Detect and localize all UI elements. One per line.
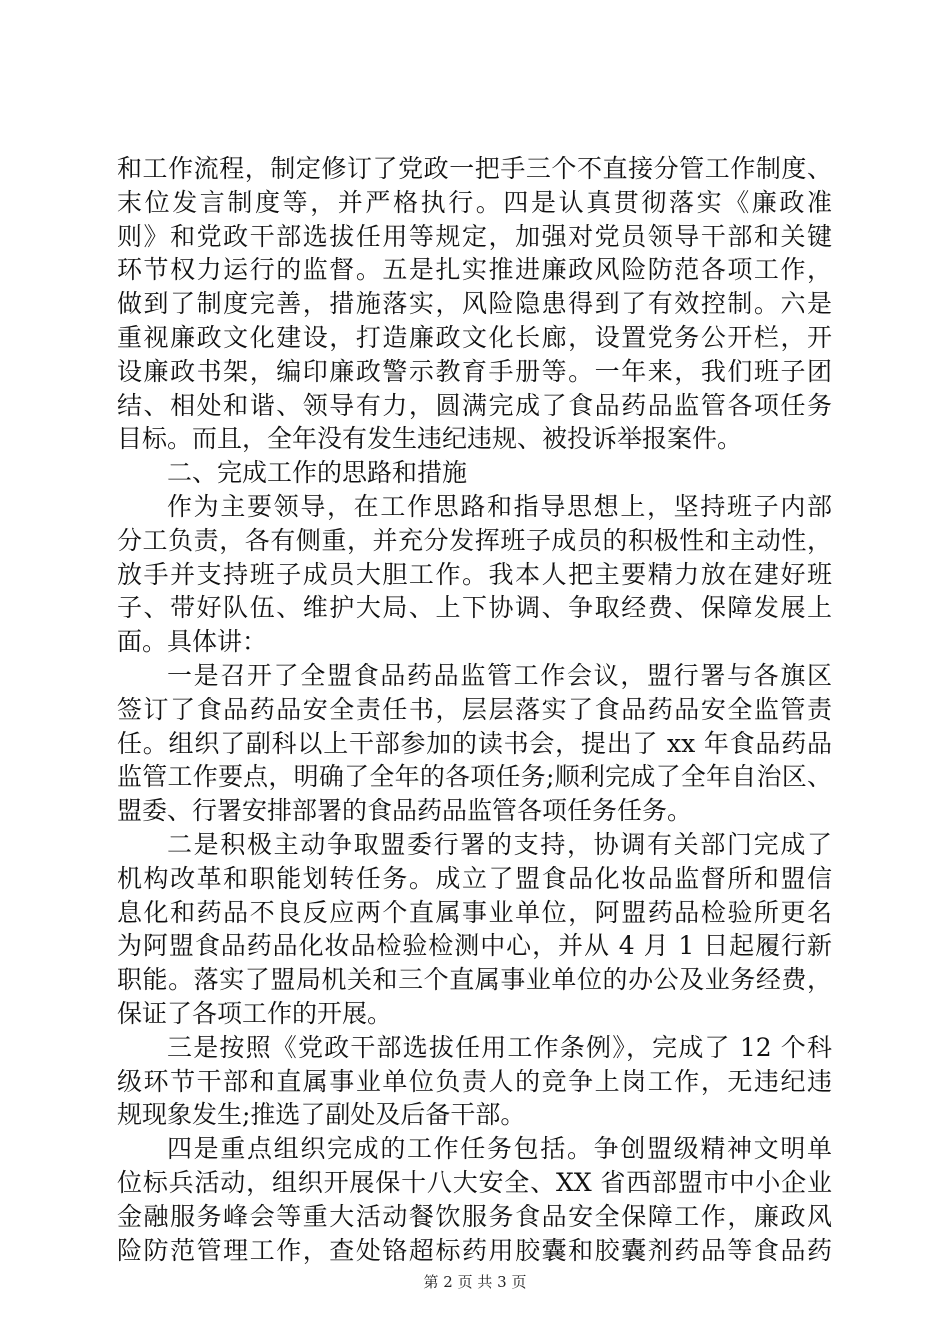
text-line: 结、相处和谐、领导有力，圆满完成了食品药品监管各项任务 [117, 390, 832, 420]
text-line: 监管工作要点，明确了全年的各项任务;顺利完成了全年自治区、 [117, 762, 832, 792]
text-line: 二、完成工作的思路和措施 [167, 458, 468, 488]
text-line: 和工作流程，制定修订了党政一把手三个不直接分管工作制度、 [117, 154, 832, 183]
text-line: 职能。落实了盟局机关和三个直属事业单位的办公及业务经费， [117, 965, 832, 995]
text-line: 二是积极主动争取盟委行署的支持，协调有关部门完成了 [167, 829, 832, 859]
text-line: 分工负责，各有侧重，并充分发挥班子成员的积极性和主动性， [117, 525, 832, 555]
text-line: 末位发言制度等，并严格执行。四是认真贯彻落实《廉政准 [117, 187, 832, 217]
text-line: 设廉政书架，编印廉政警示教育手册等。一年来，我们班子团 [117, 356, 832, 386]
text-line: 面。具体讲： [117, 627, 268, 657]
text-line: 放手并支持班子成员大胆工作。我本人把主要精力放在建好班 [117, 559, 832, 589]
text-line: 规现象发生;推选了副处及后备干部。 [117, 1100, 526, 1130]
text-line: 盟委、行署安排部署的食品药品监管各项任务任务。 [117, 796, 693, 826]
text-line: 子、带好队伍、维护大局、上下协调、争取经费、保障发展上 [117, 593, 832, 623]
text-line: 保证了各项工作的开展。 [117, 998, 393, 1028]
text-line: 级环节干部和直属事业单位负责人的竞争上岗工作，无违纪违 [117, 1066, 832, 1096]
document-body [117, 152, 832, 1267]
text-line: 目标。而且，全年没有发生违纪违规、被投诉举报案件。 [117, 424, 743, 454]
text-line: 险防范管理工作，查处铬超标药用胶囊和胶囊剂药品等食品药 [117, 1235, 832, 1265]
text-line: 四是重点组织完成的工作任务包括。争创盟级精神文明单 [167, 1134, 832, 1164]
text-line: 机构改革和职能划转任务。成立了盟食品化妆品监督所和盟信 [117, 863, 832, 893]
text-line: 作为主要领导，在工作思路和指导思想上，坚持班子内部 [167, 491, 832, 521]
text-line: 三是按照《党政干部选拔任用工作条例》，完成了 12 个科 [167, 1032, 832, 1062]
text-line: 签订了食品药品安全责任书，层层落实了食品药品安全监管责 [117, 694, 832, 724]
text-line: 金融服务峰会等重大活动餐饮服务食品安全保障工作，廉政风 [117, 1201, 832, 1231]
text-line: 为阿盟食品药品化妆品检验检测中心，并从 4 月 1 日起履行新 [117, 931, 832, 961]
text-line: 则》和党政干部选拔任用等规定，加强对党员领导干部和关键 [117, 221, 832, 251]
text-line: 做到了制度完善，措施落实，风险隐患得到了有效控制。六是 [117, 289, 832, 319]
text-line: 重视廉政文化建设，打造廉政文化长廊，设置党务公开栏，开 [117, 322, 832, 352]
page-footer: 第 2 页 共 3 页 [423, 1273, 527, 1291]
text-line: 一是召开了全盟食品药品监管工作会议，盟行署与各旗区 [167, 660, 832, 690]
text-line: 位标兵活动，组织开展保十八大安全、XX 省西部盟市中小企业 [117, 1167, 832, 1197]
text-line: 息化和药品不良反应两个直属事业单位，阿盟药品检验所更名 [117, 897, 832, 927]
text-line: 任。组织了副科以上干部参加的读书会，提出了 xx 年食品药品 [117, 728, 832, 758]
text-line: 环节权力运行的监督。五是扎实推进廉政风险防范各项工作， [117, 255, 832, 285]
